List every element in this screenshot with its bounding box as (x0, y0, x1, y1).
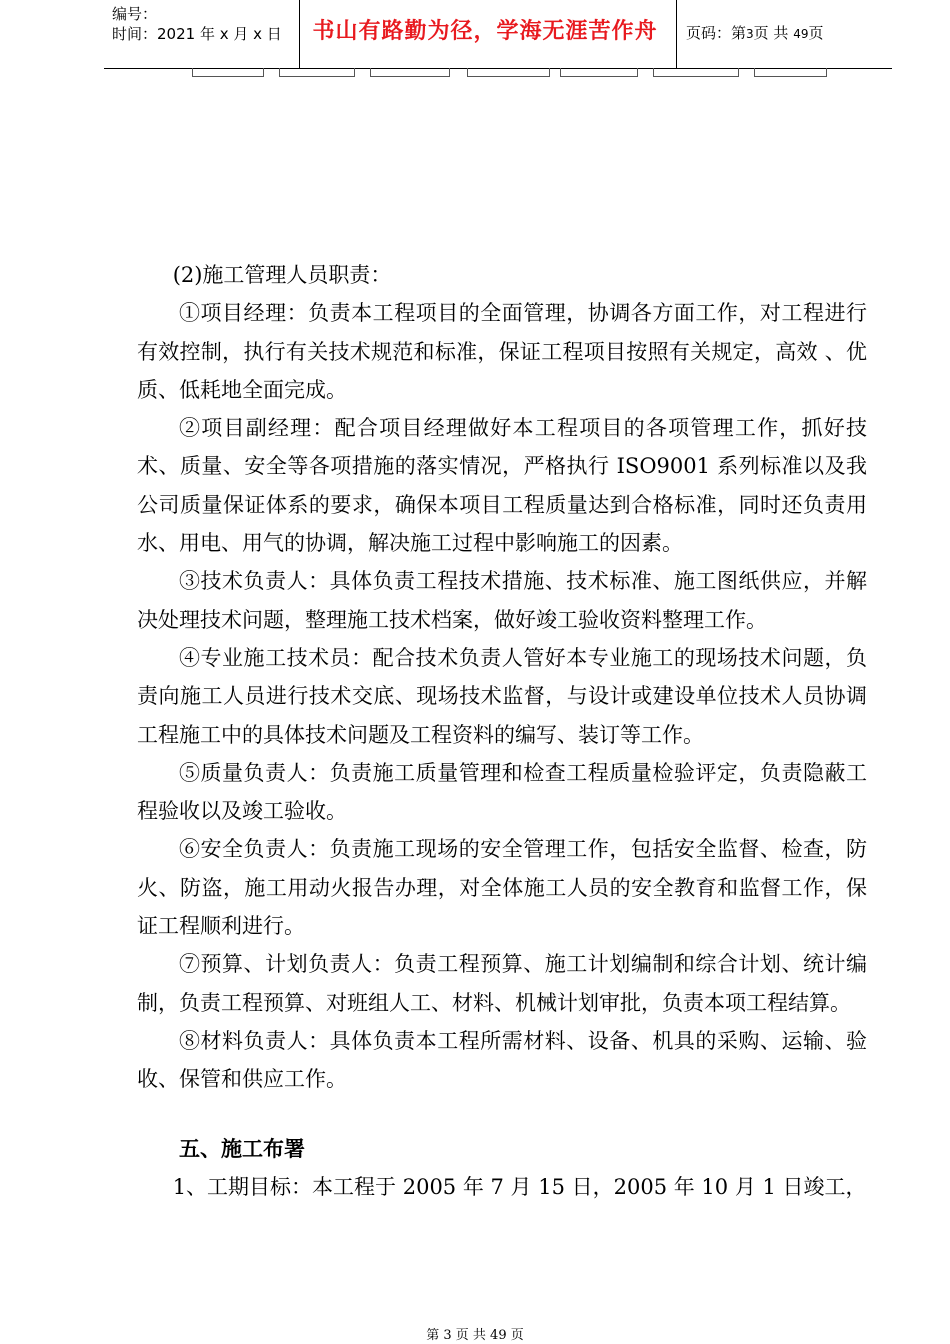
document-body (137, 256, 867, 1206)
duty-paragraph: ④专业施工技术员：配合技术负责人管好本专业施工的现场技术问题，负责向施工人员进行技术交底、现场技术监督，与设计或建设单位技术人员协调工程施工中的具体技术问题及工程资料的编写、装订等工作。 (137, 645, 867, 747)
section-heading: 五、施工布署 (179, 1136, 305, 1161)
duty-paragraph: ⑤质量负责人：负责施工质量管理和检查工程质量检验评定，负责隐蔽工程验收以及竣工验收。 (137, 760, 867, 824)
duty-paragraph: ⑦预算、计划负责人：负责工程预算、施工计划编制和综合计划、统计编制，负责工程预算、对班组人工、材料、机械计划审批，负责本项工程结算。 (137, 952, 867, 1015)
header-meta (112, 4, 282, 44)
header-tab-mark (279, 68, 355, 77)
header-page-info (686, 22, 824, 43)
section-intro: (2)施工管理人员职责： (172, 263, 392, 287)
duty-paragraph: ⑧材料负责人：具体负责本工程所需材料、设备、机具的采购、运输、验收、保管和供应工作。 (137, 1028, 867, 1092)
page-footer: 第 3 页 共 49 页 (426, 1328, 524, 1343)
header-tab-mark (653, 68, 739, 77)
page-suffix: 页 (808, 24, 824, 42)
page-current: 3 (746, 27, 754, 41)
page-total: 49 (793, 27, 809, 41)
document-time: 时间：2021 年 x 月 x 日 (112, 25, 282, 43)
header-tab-mark (192, 68, 264, 77)
schedule-paragraph: 1、工期目标：本工程于 2005 年 7 月 15 日，2005 年 10 月 1 日竣工， (172, 1174, 867, 1199)
header-divider (299, 0, 300, 68)
page-prefix: 页码：第 (686, 24, 747, 42)
duty-paragraph: ①项目经理：负责本工程项目的全面管理，协调各方面工作，对工程进行有效控制，执行有关技术规范和标准，保证工程项目按照有关规定，高效 、优质、低耗地全面完成。 (137, 301, 867, 402)
header-tab-mark (754, 68, 827, 77)
document-number-label: 编号： (112, 5, 158, 23)
page-middle: 页 共 (753, 24, 789, 42)
header-divider (676, 0, 677, 68)
duty-paragraph: ③技术负责人：具体负责工程技术措施、技术标准、施工图纸供应，并解决处理技术问题，整理施工技术档案，做好竣工验收资料整理工作。 (137, 569, 867, 632)
header-motto: 书山有路勤为径，学海无涯苦作舟 (312, 19, 658, 44)
header-tab-mark (560, 68, 638, 77)
header-tab-mark (370, 68, 450, 77)
duty-paragraph: ⑥安全负责人：负责施工现场的安全管理工作，包括安全监督、检查，防火、防盗，施工用动火报告办理，对全体施工人员的安全教育和监督工作，保证工程顺利进行。 (137, 837, 867, 939)
header-tab-mark (467, 68, 550, 77)
duty-paragraph: ②项目副经理：配合项目经理做好本工程项目的各项管理工作，抓好技术、质量、安全等各项措施的落实情况，严格执行 ISO9001 系列标准以及我公司质量保证体系的要求，确保本项目工程质量达到合格标准，同时还负责用水、用电、用气的协调，解决施工过程中影响施工的因素。 (137, 416, 867, 556)
